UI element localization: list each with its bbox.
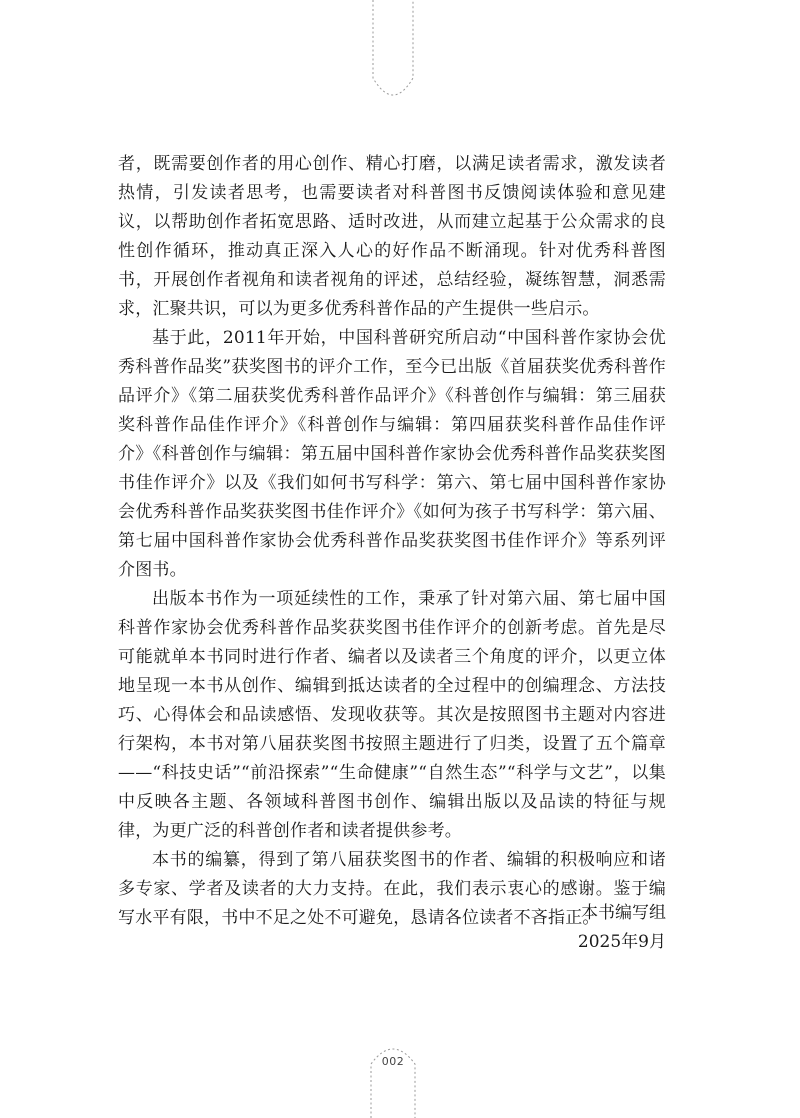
page-number: 002: [381, 1055, 405, 1068]
signature-author: 本书编写组: [581, 903, 666, 923]
body-text: [118, 150, 666, 933]
paragraph-1: 者，既需要创作者的用心创作、精心打磨，以满足读者需求，激发读者热情，引发读者思考，也需要读者对科普图书反馈阅读体验和意见建议，以帮助创作者拓宽思路、适时改进，从而建立起基于公众需求的良性创作循环，推动真正深入人心的好作品不断涌现。针对优秀科普图书，开展创作者视角和读者视角的评述，总结经验，凝练智慧，洞悉需求，汇聚共识，可以为更多优秀科普作品的产生提供一些启示。: [118, 154, 666, 319]
signature-block: [578, 899, 666, 957]
page-number-tab: [370, 1040, 416, 1118]
paragraph-4: 本书的编纂，得到了第八届获奖图书的作者、编辑的积极响应和诸多专家、学者及读者的大力支持。在此，我们表示衷心的感谢。鉴于编写水平有限，书中不足之处不可避免，恳请各位读者不吝指正。: [118, 850, 666, 928]
signature-date: 2025年9月: [577, 932, 666, 952]
paragraph-2: 基于此，2011年开始，中国科普研究所启动“中国科普作家协会优秀科普作品奖”获奖图书的评介工作，至今已出版《首届获奖优秀科普作品评介》《第二届获奖优秀科普作品评介》《科普创作与编辑：第三届获奖科普作品佳作评介》《科普创作与编辑：第四届获奖科普作品佳作评介》《科普创作与编辑：第五届中国科普作家协会优秀科普作品奖获奖图书佳作评介》以及《我们如何书写科学：第六、第七届中国科普作家协会优秀科普作品奖获奖图书佳作评介》《如何为孩子书写科学：第六届、第七届中国科普作家协会优秀科普作品奖获奖图书佳作评介》等系列评介图书。: [118, 328, 666, 580]
top-tab-decoration: [372, 0, 414, 103]
paragraph-3: 出版本书作为一项延续性的工作，秉承了针对第六届、第七届中国科普作家协会优秀科普作品奖获奖图书佳作评介的创新考虑。首先是尽可能就单本书同时进行作者、编者以及读者三个角度的评介，以更立体地呈现一本书从创作、编辑到抵达读者的全过程中的创编理念、方法技巧、心得体会和品读感悟、发现收获等。其次是按照图书主题对内容进行架构，本书对第八届获奖图书按照主题进行了归类，设置了五个篇章——“科技史话”“前沿探索”“生命健康”“自然生态”“科学与文艺”，以集中反映各主题、各领域科普图书创作、编辑出版以及品读的特征与规律，为更广泛的科普创作者和读者提供参考。: [118, 589, 666, 841]
